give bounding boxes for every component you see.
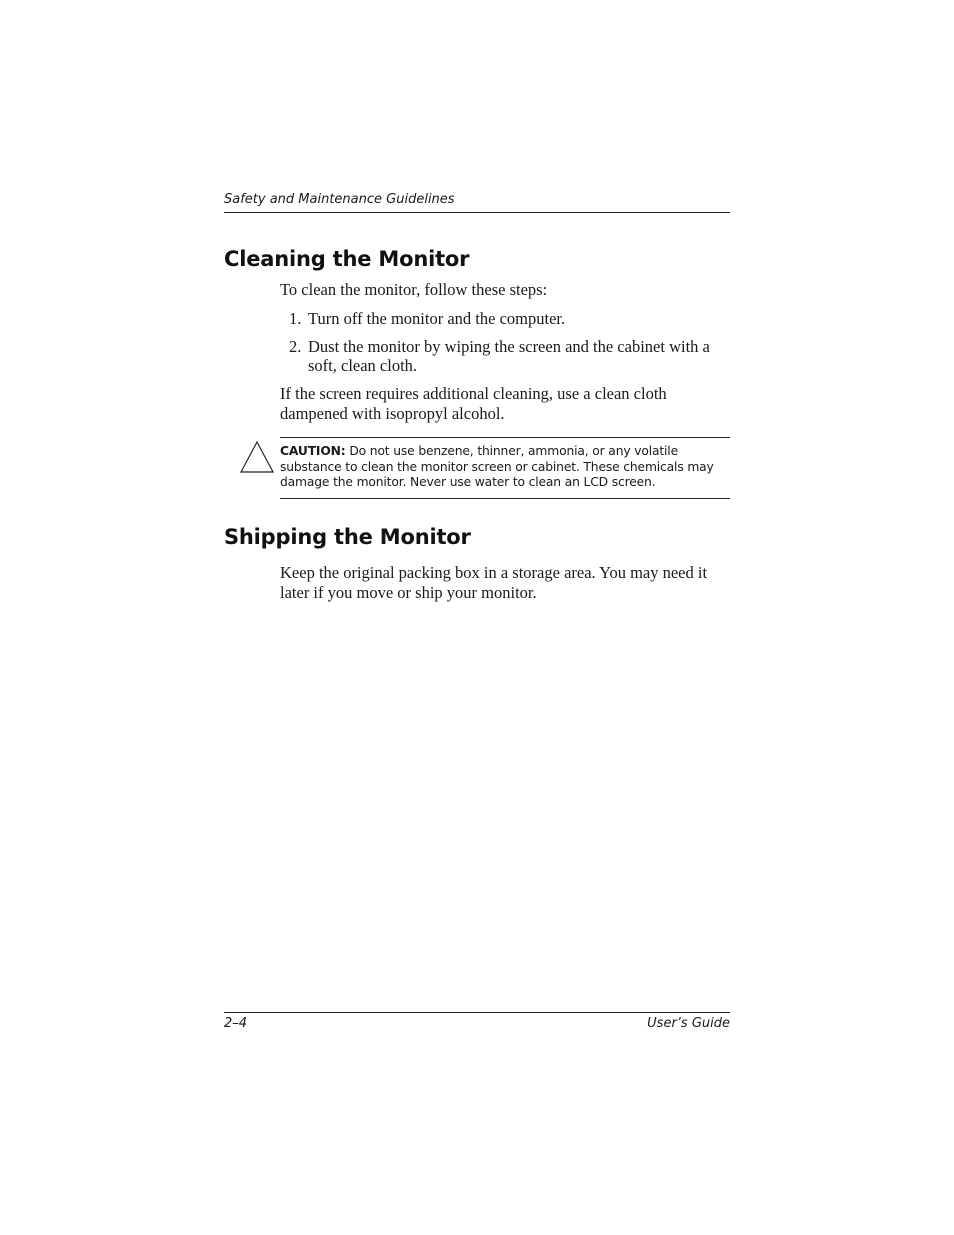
caution-text [280,444,730,491]
caution-triangle-icon [239,440,275,474]
guide-name: User’s Guide [647,1016,730,1031]
section-title-cleaning: Cleaning the Monitor [224,247,470,271]
step-number: 2. [289,337,302,356]
additional-cleaning-text: If the screen requires additional cleaning, use a clean cloth dampened with isopropyl alcohol. [280,384,667,423]
section-title-shipping: Shipping the Monitor [224,525,471,549]
running-header: Safety and Maintenance Guidelines [224,190,730,213]
step-number: 1. [289,309,302,328]
list-item [280,337,732,375]
step-text: Dust the monitor by wiping the screen and the cabinet with a soft, clean cloth. [308,337,710,375]
caution-message: Do not use benzene, thinner, ammonia, or any volatile substance to clean the monitor screen or cabinet. These chemicals may damage the monitor. Never use water to clean an LCD screen. [280,444,714,489]
cleaning-intro: To clean the monitor, follow these steps: [280,280,548,299]
page-footer [224,1012,730,1031]
page-number: 2–4 [224,1016,248,1031]
list-item [280,309,732,328]
shipping-text: Keep the original packing box in a storage area. You may need it later if you move or ship your monitor. [280,563,708,602]
cleaning-steps-list [280,309,732,384]
step-text: Turn off the monitor and the computer. [308,309,566,328]
caution-box [280,437,730,499]
caution-label: CAUTION: [280,444,346,458]
